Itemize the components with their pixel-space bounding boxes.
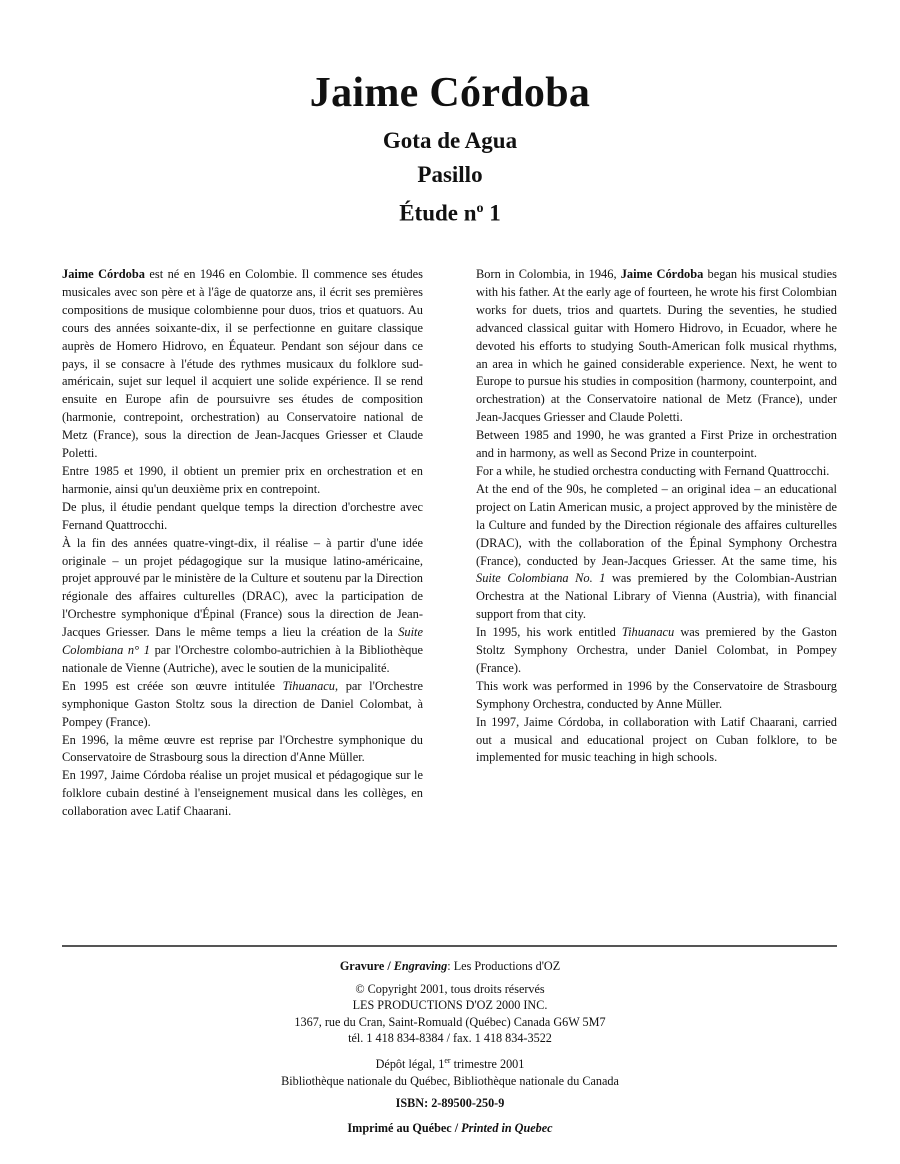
publication-footer — [0, 958, 900, 1136]
en-suite-title: Suite Colombiana No. 1 — [476, 571, 606, 586]
en-p1-b: began his musical studies with his father. At the early age of fourteen, he wrote his first Colombian works for duets, trios and quartets. During the seventies, he studied advanced classical guitar with Homero Hidrovo, in Ecuador, where he devoted his efforts to studying South-American folk musical rhythms, an area in which he gained considerable experience. Next, he went to Europe to pursue his studies in composition (harmony, counterpoint, and orchestration) at the Conservatoire national de Metz (France), under Jean-Jacques Griesser and Claude Poletti. — [476, 267, 837, 425]
en-p1-a: Born in Colombia, in 1946, — [476, 267, 621, 281]
national-libraries: Bibliothèque nationale du Québec, Bibliothèque nationale du Canada — [281, 1073, 619, 1088]
en-paragraph: This work was performed in 1996 by the Conservatoire de Strasbourg Symphony Orchestra, conducted by Anne Müller. — [476, 678, 837, 711]
fr-composer-name: Jaime Córdoba — [62, 267, 145, 281]
work-genre: Pasillo — [417, 162, 483, 187]
printed-sep: / — [451, 1120, 462, 1135]
fr-p4-b: par l'Orchestre colombo-autrichien à la Bibliothèque nationale de Vienne (Autriche), avec le soutien de la municipalité. — [62, 643, 424, 675]
fr-paragraph: En 1996, la même œuvre est reprise par l'Orchestre symphonique du Conservatoire de Strasbourg sous la direction d'Anne Müller. — [62, 732, 423, 765]
depot-sup: er — [444, 1055, 451, 1065]
fr-p5-b: , par l'Orchestre symphonique Gaston Stoltz sous la direction de Daniel Colombat, à Pompey (France). — [62, 678, 423, 729]
fr-paragraph — [62, 535, 423, 678]
fr-paragraph: Entre 1985 et 1990, il obtient un premier prix en orchestration et en harmonie, ainsi qu'un deuxième prix en contrepoint. — [62, 463, 423, 496]
fr-p1-text: est né en 1946 en Colombie. Il commence ses études musicales avec son père et à l'âge de quatorze ans, il écrit ses premières compositions de musique colombienne pour duos, trios et quatuors. Au cours des années soixante-dix, il se perfectionne en guitare classique auprès de Homero Hidrovo, en Équateur. Pendant son séjour dans ce pays, il se consacre à l'étude des rythmes musicaux du folklore sud-américain, sujet sur lequel il acquiert une solide expérience. Il se rend ensuite en Europe afin de poursuivre ses études de composition (harmonie, contrepoint, orchestration) au Conservatoire national de Metz (France), sous la direction de Jean-Jacques Griesser et Claude Poletti. — [62, 267, 423, 461]
en-paragraph — [476, 624, 837, 678]
en-paragraph: For a while, he studied orchestra conducting with Fernand Quattrocchi. — [476, 463, 830, 478]
etude-prefix: Étude n — [399, 200, 477, 226]
en-composer-name: Jaime Córdoba — [620, 267, 704, 281]
printed-fr: Imprimé au Québec — [347, 1120, 452, 1135]
fr-suite-title: Suite Colombiana n° 1 — [62, 625, 423, 658]
copyright-line: © Copyright 2001, tous droits réservés — [355, 981, 545, 996]
fr-p4-a: À la fin des années quatre-vingt-dix, il réalise – à partir d'une idée originale – un projet pédagogique sur la musique latino-américaine, projet approuvé par le ministère de la Culture et soutenu par la Direction régionale des affaires culturelles (DRAC), avec la participation de l'Orchestre symphonique d'Épinal (France) sous la direction de Jean-Jacques Griesser. Dans le même temps a lieu la création de la — [62, 535, 423, 640]
english-biography — [476, 266, 837, 767]
title-block — [0, 68, 900, 231]
footer-divider — [62, 945, 837, 947]
engraving-sep: / — [384, 959, 394, 973]
etude-num: 1 — [483, 200, 501, 226]
fr-p5-a: En 1995 est créée son œuvre intitulée — [62, 678, 283, 693]
en-p4-a: At the end of the 90s, he completed – an original idea – an educational project on Latin American music, a project approved by the ministère de la Culture and funded by the Direction régionale des affaires culturelles (DRAC), with the collaboration of the Épinal Symphony Orchestra (France), conducted by Jean-Jacques Griesser. At the same time, his — [476, 481, 837, 568]
printed-in — [0, 1120, 900, 1137]
en-p5-b: was premiered by the Gaston Stoltz Symphony Orchestra, under Daniel Colombat, in Pompey (France). — [476, 625, 837, 675]
en-p5-a: In 1995, his work entitled — [476, 625, 622, 640]
engraving-value: : Les Productions d'OZ — [447, 959, 561, 973]
work-title: Gota de Agua — [382, 128, 518, 153]
etude-number — [0, 192, 900, 231]
publisher-phone: tél. 1 418 834-8384 / fax. 1 418 834-3522 — [348, 1031, 552, 1046]
en-work-title: Tihuanacu — [621, 625, 675, 640]
printed-en: Printed in Quebec — [461, 1120, 553, 1135]
fr-paragraph: En 1997, Jaime Córdoba réalise un projet musical et pédagogique sur le folklore cubain destiné à l'enseignement musical dans les collèges, en collaboration avec Latif Chaarani. — [62, 768, 423, 819]
composer-name: Jaime Córdoba — [309, 70, 591, 116]
legal-deposit — [0, 1053, 900, 1073]
etude-superscript: o — [476, 201, 484, 216]
en-p4-b: was premiered by the Colombian-Austrian Orchestra at the National Library of Vienna (Austria), with financial support from that city. — [476, 571, 838, 622]
en-paragraph: Between 1985 and 1990, he was granted a First Prize in orchestration and in harmony, as well as Second Prize in counterpoint. — [476, 428, 837, 461]
isbn-text: ISBN: 2-89500-250-9 — [395, 1096, 505, 1111]
en-paragraph — [476, 266, 837, 427]
fr-work-title: Tihuanacu — [282, 678, 335, 693]
publisher-address: 1367, rue du Cran, Saint-Romuald (Québec) Canada G6W 5M7 — [294, 1014, 606, 1029]
engraving-credit — [0, 958, 900, 975]
engraving-label-en: Engraving — [393, 959, 448, 973]
en-paragraph: In 1997, Jaime Córdoba, in collaboration with Latif Chaarani, carried out a musical and educational project on Cuban folklore, to be implemented for music teaching in high schools. — [476, 714, 837, 765]
fr-paragraph: De plus, il étudie pendant quelque temps la direction d'orchestre avec Fernand Quattrocchi. — [62, 499, 423, 532]
fr-paragraph — [62, 678, 423, 732]
depot-a: Dépôt légal, 1 — [375, 1057, 445, 1072]
isbn — [0, 1095, 900, 1112]
en-paragraph — [476, 481, 837, 624]
engraving-label-fr: Gravure — [339, 959, 385, 973]
fr-paragraph — [62, 266, 423, 463]
publisher-name: LES PRODUCTIONS D'OZ 2000 INC. — [352, 998, 548, 1013]
depot-b: trimestre 2001 — [450, 1057, 525, 1072]
french-biography — [62, 266, 423, 821]
